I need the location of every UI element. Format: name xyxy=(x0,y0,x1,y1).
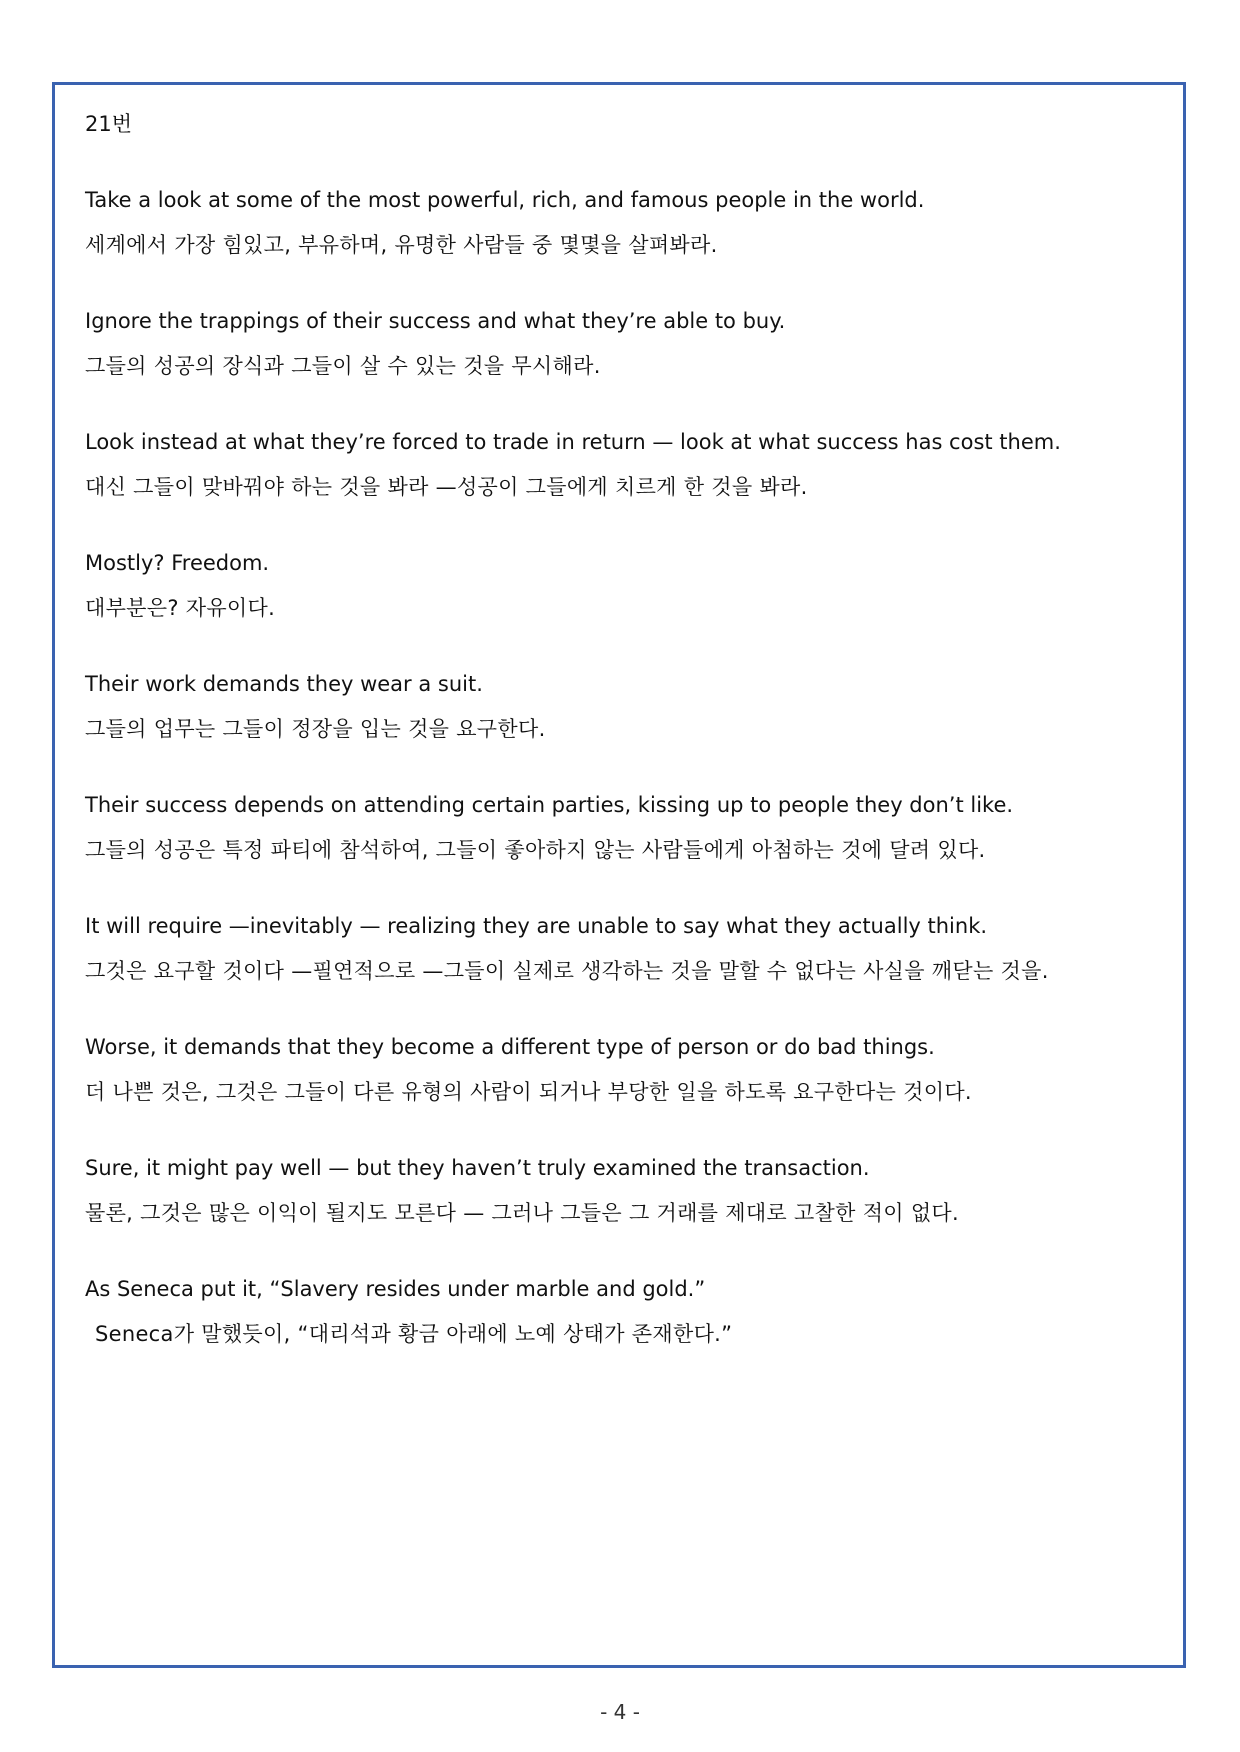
korean-translation: 그들의 성공은 특정 파티에 참석하여, 그들이 좋아하지 않는 사람들에게 아첨하는 것에 달려 있다. xyxy=(85,838,986,862)
sentence-pair xyxy=(85,1274,1159,1349)
korean-translation: 대부분은? 자유이다. xyxy=(85,596,276,620)
content-frame xyxy=(52,82,1186,1668)
korean-translation: 물론, 그것은 많은 이익이 될지도 모른다 — 그러나 그들은 그 거래를 제대로 고찰한 적이 없다. xyxy=(85,1201,959,1225)
korean-translation: 더 나쁜 것은, 그것은 그들이 다른 유형의 사람이 되거나 부당한 일을 하도록 요구한다는 것이다. xyxy=(85,1080,972,1104)
sentence-pair xyxy=(85,790,1159,865)
sentence-pair xyxy=(85,548,1159,623)
sentence-pair xyxy=(85,306,1159,381)
sentence-pair xyxy=(85,1153,1159,1228)
sentence-pair xyxy=(85,427,1159,502)
passage-content xyxy=(85,109,1159,1395)
page-number: - 4 - xyxy=(600,1700,640,1724)
sentence-pair xyxy=(85,185,1159,260)
korean-translation: 대신 그들이 맞바꿔야 하는 것을 봐라 —성공이 그들에게 치르게 한 것을 봐라. xyxy=(85,475,808,499)
english-sentence: Sure, it might pay well — but they haven’t truly examined the transaction. xyxy=(85,1156,870,1180)
english-sentence: Mostly? Freedom. xyxy=(85,551,270,575)
english-sentence: Take a look at some of the most powerful, rich, and famous people in the world. xyxy=(85,188,925,212)
english-sentence: Worse, it demands that they become a different type of person or do bad things. xyxy=(85,1035,935,1059)
korean-translation: 세계에서 가장 힘있고, 부유하며, 유명한 사람들 중 몇몇을 살펴봐라. xyxy=(85,233,718,257)
sentence-pair xyxy=(85,1032,1159,1107)
english-sentence: As Seneca put it, “Slavery resides under marble and gold.” xyxy=(85,1277,706,1301)
english-sentence: Ignore the trappings of their success and what they’re able to buy. xyxy=(85,309,786,333)
english-sentence: Their success depends on attending certain parties, kissing up to people they don’t like. xyxy=(85,793,1014,817)
korean-translation: Seneca가 말했듯이, “대리석과 황금 아래에 노예 상태가 존재한다.” xyxy=(95,1322,733,1346)
english-sentence: It will require —inevitably — realizing they are unable to say what they actually think. xyxy=(85,914,988,938)
sentence-pair xyxy=(85,669,1159,744)
korean-translation: 그들의 성공의 장식과 그들이 살 수 있는 것을 무시해라. xyxy=(85,354,601,378)
korean-translation: 그것은 요구할 것이다 —필연적으로 —그들이 실제로 생각하는 것을 말할 수 없다는 사실을 깨닫는 것을. xyxy=(85,959,1049,983)
question-number: 21번 xyxy=(85,112,133,136)
english-sentence: Their work demands they wear a suit. xyxy=(85,672,483,696)
english-sentence: Look instead at what they’re forced to trade in return — look at what success has cost them. xyxy=(85,430,1061,454)
sentence-pair xyxy=(85,911,1159,986)
korean-translation: 그들의 업무는 그들이 정장을 입는 것을 요구한다. xyxy=(85,717,546,741)
